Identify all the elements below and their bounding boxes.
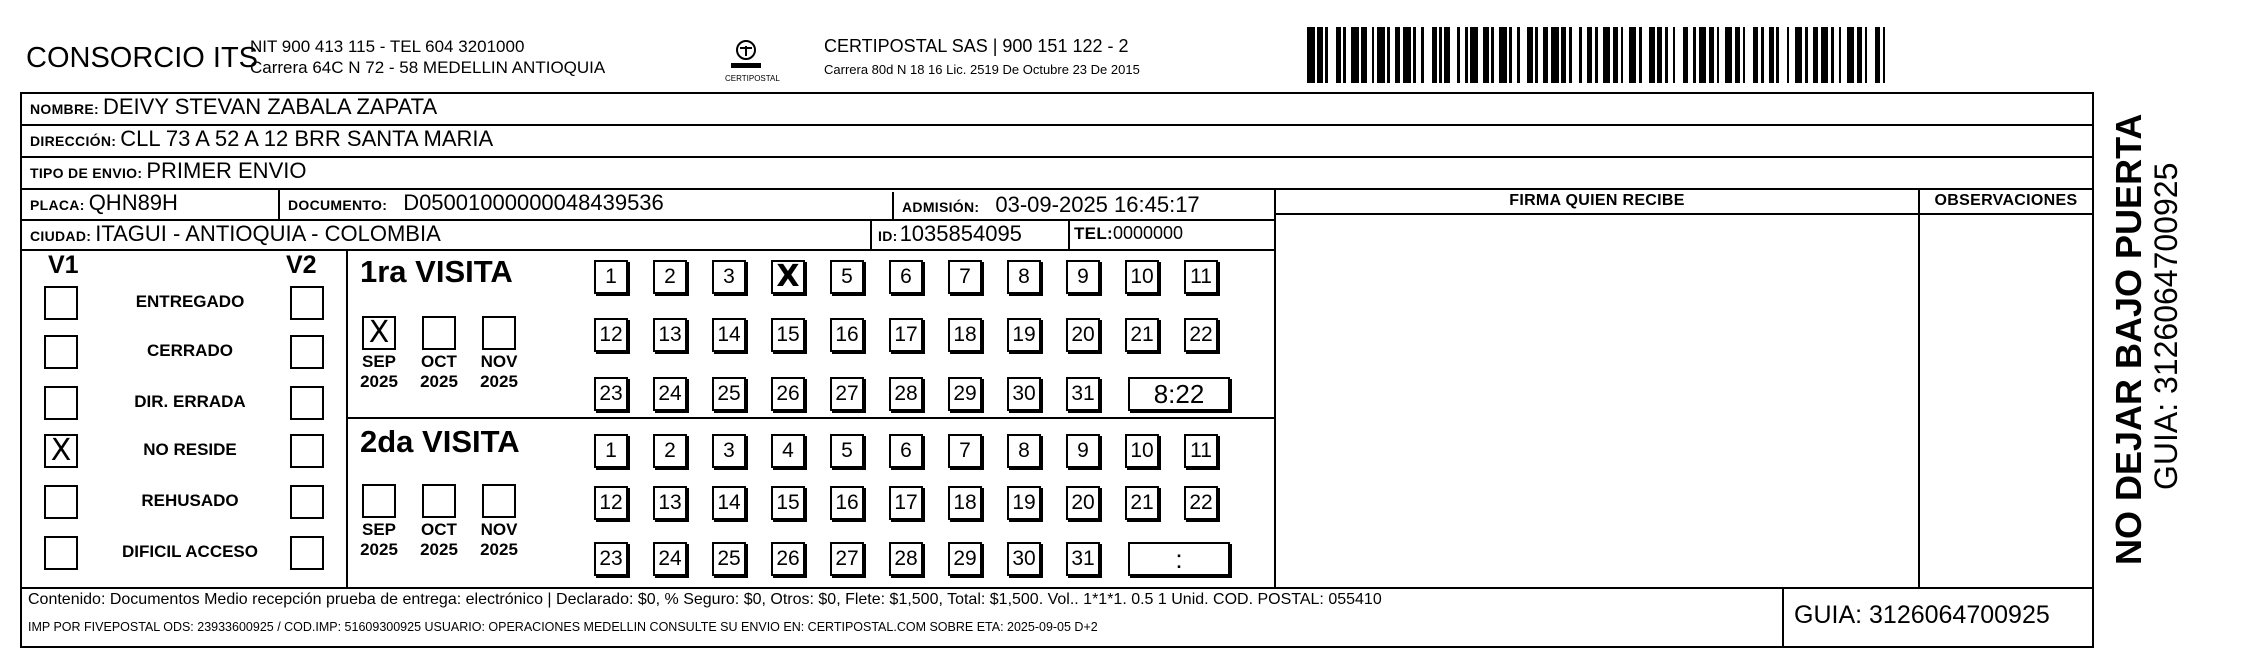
month-name: OCT bbox=[421, 520, 457, 539]
status-label: ENTREGADO bbox=[135, 292, 245, 311]
day-box[interactable]: 27 bbox=[830, 542, 864, 576]
day-box[interactable]: 6 bbox=[889, 434, 923, 468]
day-box[interactable]: 13 bbox=[653, 318, 687, 352]
day-box[interactable]: 6 bbox=[889, 260, 923, 294]
day-box[interactable]: 7 bbox=[948, 260, 982, 294]
month-label bbox=[357, 520, 401, 560]
day-box[interactable]: 4 bbox=[771, 434, 805, 468]
barcode-bar bbox=[1847, 27, 1855, 83]
month-name: NOV bbox=[480, 520, 518, 539]
nombre-value: DEIVY STEVAN ZABALA ZAPATA bbox=[102, 94, 438, 119]
barcode-bar bbox=[1551, 27, 1559, 83]
status-label: DIFICIL ACCESO bbox=[121, 542, 258, 561]
month-label bbox=[477, 520, 521, 560]
day-box[interactable]: 23 bbox=[594, 542, 628, 576]
day-box[interactable]: 27 bbox=[830, 377, 864, 411]
day-box[interactable]: 28 bbox=[889, 377, 923, 411]
documento-row bbox=[288, 190, 664, 216]
day-box[interactable]: 25 bbox=[712, 377, 746, 411]
barcode-bar bbox=[1699, 27, 1707, 83]
visit2-title: 2da VISITA bbox=[360, 424, 520, 459]
day-box[interactable]: 12 bbox=[594, 486, 628, 520]
day-box[interactable]: 30 bbox=[1007, 542, 1041, 576]
barcode-bar bbox=[1779, 27, 1787, 83]
id-value: 1035854095 bbox=[899, 221, 1022, 246]
day-box[interactable]: 19 bbox=[1007, 486, 1041, 520]
v2-checkbox[interactable] bbox=[290, 386, 324, 420]
month-name: OCT bbox=[421, 352, 457, 371]
day-box[interactable]: 12 bbox=[594, 318, 628, 352]
month-year: 2025 bbox=[360, 372, 398, 391]
barcode-bar bbox=[1603, 27, 1611, 83]
day-box[interactable]: 29 bbox=[948, 377, 982, 411]
day-box[interactable]: 1 bbox=[594, 434, 628, 468]
observaciones-header: OBSERVACIONES bbox=[1934, 192, 2078, 209]
barcode-bar bbox=[1885, 27, 1890, 83]
barcode-bar bbox=[1470, 27, 1478, 83]
month-checkbox[interactable] bbox=[422, 484, 456, 518]
v1-checkbox[interactable]: X bbox=[44, 434, 78, 468]
barcode-bar bbox=[1499, 27, 1507, 83]
barcode-bar bbox=[1629, 27, 1637, 83]
v2-checkbox[interactable] bbox=[290, 434, 324, 468]
v2-checkbox[interactable] bbox=[290, 286, 324, 320]
ciudad-label: CIUDAD: bbox=[30, 228, 92, 244]
barcode-bar bbox=[1572, 27, 1580, 83]
time-field[interactable]: 8:22 bbox=[1128, 377, 1230, 411]
firma-header: FIRMA QUIEN RECIBE bbox=[1509, 192, 1685, 209]
day-box[interactable]: 20 bbox=[1066, 486, 1100, 520]
barcode-bar bbox=[1642, 27, 1650, 83]
visit1-title: 1ra VISITA bbox=[360, 254, 513, 289]
status-label: DIR. ERRADA bbox=[134, 392, 246, 411]
v2-checkbox[interactable] bbox=[290, 536, 324, 570]
status-label: NO RESIDE bbox=[143, 440, 237, 459]
day-box[interactable]: 16 bbox=[830, 318, 864, 352]
month-year: 2025 bbox=[420, 372, 458, 391]
barcode-bar bbox=[1675, 27, 1683, 83]
company-address: Carrera 64C N 72 - 58 MEDELLIN ANTIOQUIA bbox=[250, 58, 606, 77]
footer-contenido: Contenido: Documentos Medio recepción prueba de entrega: electrónico | Declarado: $0, % Seguro: $0, Otros: $0, Flete: $1,500, Total: $1,500. Vol.. 1*1*1. 0.5 1 Unid. COD. POSTAL: 055410 bbox=[28, 591, 1382, 608]
day-box[interactable]: 15 bbox=[771, 486, 805, 520]
barcode-bar bbox=[1307, 27, 1315, 83]
footer-imp: IMP POR FIVEPOSTAL ODS: 23933600925 / COD.IMP: 51609300925 USUARIO: OPERACIONES MEDELLIN CONSULTE SU ENVIO EN: CERTIPOSTAL.COM SOBRE ETA: 2025-09-05 D+2 bbox=[28, 620, 1098, 634]
day-box[interactable]: 31 bbox=[1066, 377, 1100, 411]
courier-name: CERTIPOSTAL SAS | 900 151 122 - 2 bbox=[824, 36, 1129, 56]
month-year: 2025 bbox=[360, 540, 398, 559]
day-box[interactable]: 8 bbox=[1007, 434, 1041, 468]
side-warning: NO DEJAR BAJO PUERTA bbox=[2108, 113, 2149, 565]
day-box[interactable]: 22 bbox=[1184, 318, 1218, 352]
direccion-value: CLL 73 A 52 A 12 BRR SANTA MARIA bbox=[120, 126, 494, 151]
month-checkbox[interactable] bbox=[482, 316, 516, 350]
day-box[interactable]: 26 bbox=[771, 377, 805, 411]
month-checkbox[interactable]: X bbox=[362, 316, 396, 350]
day-box[interactable]: 2 bbox=[653, 434, 687, 468]
ciudad-row bbox=[30, 221, 441, 247]
status-label: CERRADO bbox=[147, 341, 233, 360]
nombre-label: NOMBRE: bbox=[30, 101, 99, 117]
tel-value: 0000000 bbox=[1112, 223, 1184, 243]
admision-label: ADMISIÓN: bbox=[902, 199, 980, 215]
day-box[interactable]: 11 bbox=[1184, 434, 1218, 468]
day-box-marked[interactable]: X bbox=[771, 260, 805, 294]
day-box[interactable]: 28 bbox=[889, 542, 923, 576]
documento-label: DOCUMENTO: bbox=[288, 197, 388, 213]
month-label bbox=[357, 352, 401, 392]
month-year: 2025 bbox=[420, 540, 458, 559]
day-box[interactable]: 29 bbox=[948, 542, 982, 576]
day-box[interactable]: 26 bbox=[771, 542, 805, 576]
month-year: 2025 bbox=[480, 540, 518, 559]
day-box[interactable]: 23 bbox=[594, 377, 628, 411]
day-box[interactable]: 24 bbox=[653, 542, 687, 576]
direccion-label: DIRECCIÓN: bbox=[30, 133, 117, 149]
day-box[interactable]: 17 bbox=[889, 318, 923, 352]
barcode-bar bbox=[1795, 27, 1803, 83]
day-box[interactable]: 9 bbox=[1066, 434, 1100, 468]
day-box[interactable]: 7 bbox=[948, 434, 982, 468]
courier-address: Carrera 80d N 18 16 Lic. 2519 De Octubre 23 De 2015 bbox=[824, 62, 1140, 77]
barcode-bar bbox=[1867, 27, 1875, 83]
tel-label: TEL: bbox=[1074, 224, 1113, 243]
side-guia: GUIA: 3126064700925 bbox=[2148, 162, 2184, 490]
tipo-row bbox=[30, 158, 306, 184]
day-box[interactable]: 18 bbox=[948, 318, 982, 352]
footer-guia: GUIA: 3126064700925 bbox=[1794, 601, 2050, 629]
day-box[interactable]: 19 bbox=[1007, 318, 1041, 352]
barcode-bar bbox=[1745, 27, 1753, 83]
month-label bbox=[477, 352, 521, 392]
day-box[interactable]: 3 bbox=[712, 260, 746, 294]
tel-row bbox=[1074, 223, 1183, 244]
barcode-bar bbox=[1821, 27, 1829, 83]
placa-label: PLACA: bbox=[30, 197, 85, 213]
time-field[interactable]: : bbox=[1128, 542, 1230, 576]
placa-value: QHN89H bbox=[88, 190, 178, 215]
day-box[interactable]: 15 bbox=[771, 318, 805, 352]
logo-text: CERTIPOSTAL bbox=[725, 74, 780, 83]
barcode-bar bbox=[1351, 27, 1359, 83]
day-box[interactable]: 20 bbox=[1066, 318, 1100, 352]
day-box[interactable]: 10 bbox=[1125, 260, 1159, 294]
day-box[interactable]: 1 bbox=[594, 260, 628, 294]
barcode-bar bbox=[1328, 27, 1336, 83]
id-label: ID: bbox=[878, 228, 898, 244]
day-box[interactable]: 25 bbox=[712, 542, 746, 576]
day-box[interactable]: 10 bbox=[1125, 434, 1159, 468]
day-box[interactable]: 3 bbox=[712, 434, 746, 468]
day-box[interactable]: 16 bbox=[830, 486, 864, 520]
day-box[interactable]: 5 bbox=[830, 434, 864, 468]
v1-checkbox[interactable] bbox=[44, 485, 78, 519]
v1-checkbox[interactable] bbox=[44, 335, 78, 369]
company-nit: NIT 900 413 115 - TEL 604 3201000 bbox=[250, 37, 525, 56]
barcode-bar bbox=[1520, 27, 1528, 83]
month-checkbox[interactable] bbox=[482, 484, 516, 518]
day-box[interactable]: 24 bbox=[653, 377, 687, 411]
day-box[interactable]: 21 bbox=[1125, 318, 1159, 352]
v2-checkbox[interactable] bbox=[290, 335, 324, 369]
tipo-label: TIPO DE ENVIO: bbox=[30, 165, 143, 181]
admision-value: 03-09-2025 16:45:17 bbox=[995, 192, 1200, 217]
day-box[interactable]: 21 bbox=[1125, 486, 1159, 520]
month-name: SEP bbox=[361, 520, 397, 539]
day-box[interactable]: 11 bbox=[1184, 260, 1218, 294]
v2-header: V2 bbox=[286, 251, 317, 279]
barcode-bar bbox=[1725, 27, 1733, 83]
v1-header: V1 bbox=[48, 251, 79, 279]
id-row bbox=[878, 221, 1022, 247]
day-box[interactable]: 13 bbox=[653, 486, 687, 520]
day-box[interactable]: 5 bbox=[830, 260, 864, 294]
barcode-bar bbox=[1450, 27, 1458, 83]
v2-checkbox[interactable] bbox=[290, 485, 324, 519]
v1-checkbox[interactable] bbox=[44, 386, 78, 420]
month-label bbox=[417, 352, 461, 392]
company-name: CONSORCIO ITS bbox=[26, 42, 259, 74]
barcode bbox=[1307, 27, 1891, 83]
delivery-form bbox=[20, 92, 2094, 648]
day-box[interactable]: 17 bbox=[889, 486, 923, 520]
admision-row bbox=[902, 192, 1200, 218]
month-checkbox[interactable] bbox=[362, 484, 396, 518]
status-label: REHUSADO bbox=[141, 491, 239, 510]
nombre-row bbox=[30, 94, 437, 120]
barcode-bar bbox=[1424, 27, 1432, 83]
direccion-row bbox=[30, 126, 493, 152]
day-box[interactable]: 2 bbox=[653, 260, 687, 294]
day-box[interactable]: 31 bbox=[1066, 542, 1100, 576]
tipo-value: PRIMER ENVIO bbox=[146, 158, 307, 183]
day-box[interactable]: 8 bbox=[1007, 260, 1041, 294]
month-name: SEP bbox=[361, 352, 397, 371]
documento-value: D05001000000048439536 bbox=[403, 190, 664, 215]
month-checkbox[interactable] bbox=[422, 316, 456, 350]
barcode-bar bbox=[1377, 27, 1385, 83]
barcode-bar bbox=[1403, 27, 1411, 83]
day-box[interactable]: 30 bbox=[1007, 377, 1041, 411]
month-year: 2025 bbox=[480, 372, 518, 391]
certipostal-logo-icon bbox=[728, 36, 764, 72]
v1-checkbox[interactable] bbox=[44, 286, 78, 320]
v1-checkbox[interactable] bbox=[44, 536, 78, 570]
day-box[interactable]: 18 bbox=[948, 486, 982, 520]
month-name: NOV bbox=[480, 352, 518, 371]
placa-row bbox=[30, 190, 178, 216]
day-box[interactable]: 14 bbox=[712, 486, 746, 520]
month-label bbox=[417, 520, 461, 560]
day-box[interactable]: 9 bbox=[1066, 260, 1100, 294]
day-box[interactable]: 14 bbox=[712, 318, 746, 352]
day-box[interactable]: 22 bbox=[1184, 486, 1218, 520]
ciudad-value: ITAGUI - ANTIOQUIA - COLOMBIA bbox=[95, 221, 441, 246]
